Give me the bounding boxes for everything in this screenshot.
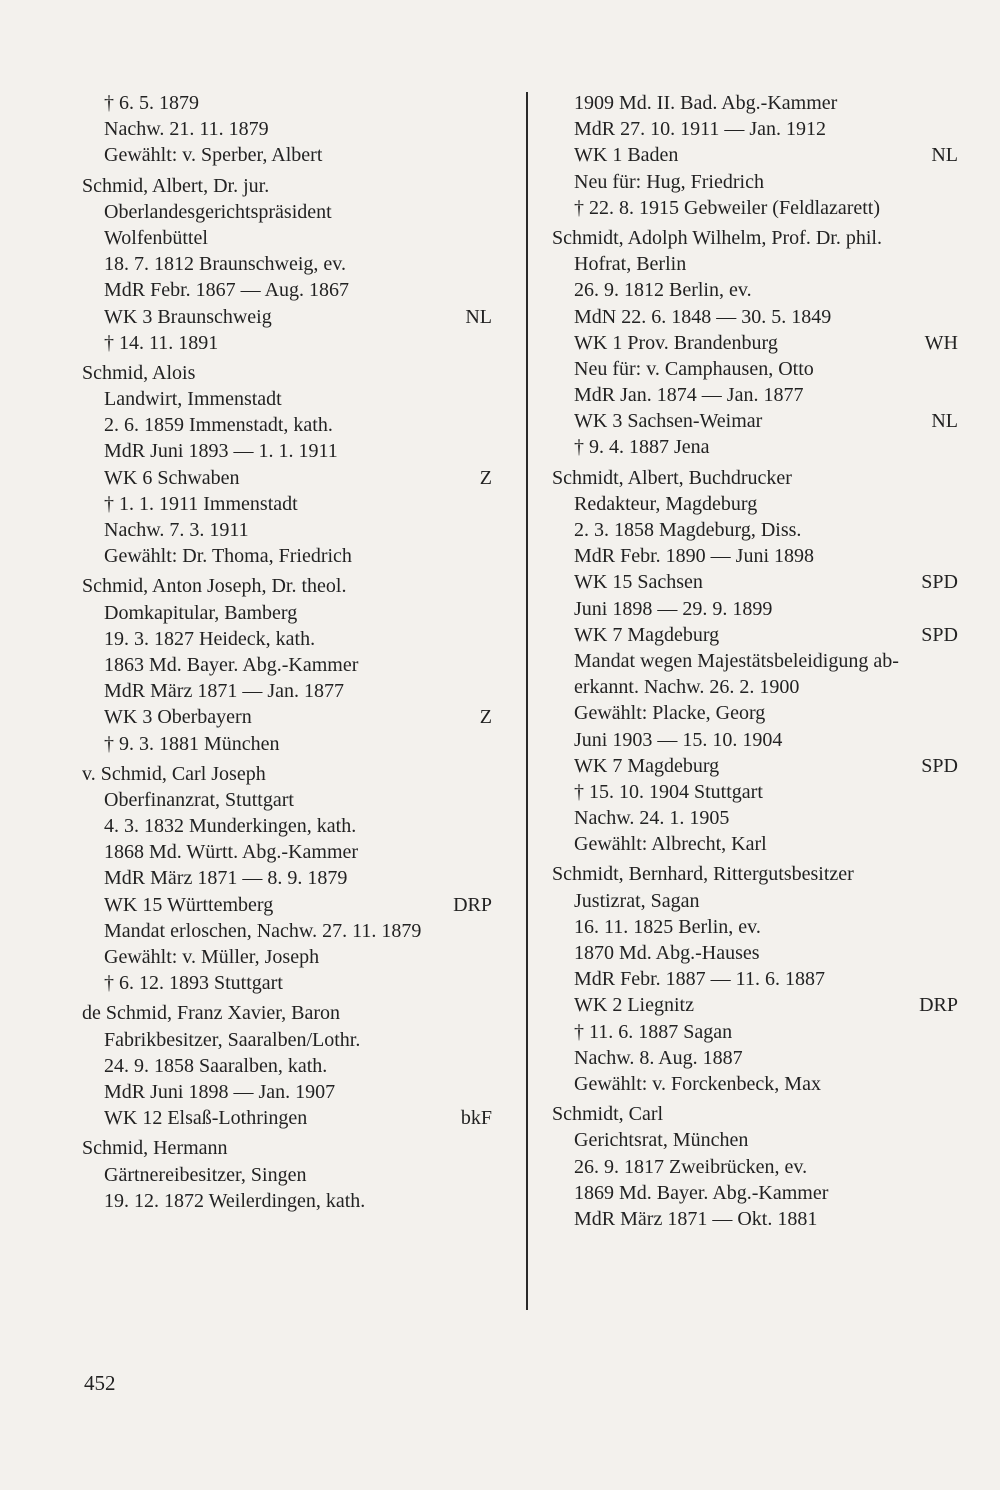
line-text: 19. 3. 1827 Heideck, kath. bbox=[104, 627, 316, 650]
line-text: Domkapitular, Bamberg bbox=[104, 601, 298, 624]
entry-detail-line bbox=[82, 731, 492, 757]
line-text: 4. 3. 1832 Munderkingen, kath. bbox=[104, 815, 357, 838]
entry-detail-line bbox=[552, 1071, 958, 1097]
entry-detail-line bbox=[82, 90, 492, 116]
party-affiliation: NL bbox=[931, 144, 958, 167]
line-text: MdN 22. 6. 1848 — 30. 5. 1849 bbox=[574, 305, 832, 328]
biography-entry bbox=[82, 90, 492, 169]
entry-detail-line bbox=[552, 940, 958, 966]
line-text: Oberlandesgerichtspräsident bbox=[104, 200, 332, 223]
line-text: Gewählt: Albrecht, Karl bbox=[574, 833, 767, 856]
party-affiliation: bkF bbox=[460, 1107, 492, 1130]
entry-detail-line bbox=[82, 813, 492, 839]
line-text: Nachw. 21. 11. 1879 bbox=[104, 118, 269, 141]
entry-detail-line bbox=[552, 914, 958, 940]
entry-detail-line bbox=[552, 992, 958, 1018]
entry-detail-line bbox=[82, 1079, 492, 1105]
line-text: Oberfinanzrat, Stuttgart bbox=[104, 788, 294, 811]
entry-detail-line bbox=[552, 648, 958, 674]
entry-detail-line bbox=[82, 517, 492, 543]
line-text: 2. 3. 1858 Magdeburg, Diss. bbox=[574, 519, 802, 541]
biography-entry bbox=[552, 861, 958, 1097]
line-text: WK 1 Baden bbox=[574, 144, 679, 167]
entry-name-line bbox=[82, 1000, 492, 1026]
biography-entry bbox=[552, 90, 958, 221]
party-affiliation: DRP bbox=[919, 994, 958, 1017]
line-text: erkannt. Nachw. 26. 2. 1900 bbox=[574, 676, 800, 699]
entry-detail-line bbox=[82, 438, 492, 464]
biography-entry bbox=[82, 1000, 492, 1131]
line-text: WK 3 Sachsen-Weimar bbox=[574, 410, 763, 433]
line-text: Neu für: Hug, Friedrich bbox=[574, 170, 764, 193]
line-text: Nachw. 8. Aug. 1887 bbox=[574, 1046, 743, 1069]
entry-detail-line bbox=[552, 517, 958, 543]
party-affiliation: Z bbox=[479, 706, 492, 729]
entry-detail-line bbox=[552, 543, 958, 569]
line-text: Schmid, Hermann bbox=[82, 1137, 228, 1160]
entry-detail-line bbox=[82, 918, 492, 944]
biography-entry bbox=[82, 761, 492, 997]
line-text: Nachw. 7. 3. 1911 bbox=[104, 519, 249, 541]
entry-name-line bbox=[82, 573, 492, 599]
line-text: Schmid, Alois bbox=[82, 361, 196, 384]
line-text: WK 1 Prov. Brandenburg bbox=[574, 331, 778, 354]
entry-detail-line bbox=[82, 944, 492, 970]
entry-detail-line bbox=[82, 652, 492, 678]
entry-detail-line bbox=[82, 839, 492, 865]
line-text: Schmidt, Carl bbox=[552, 1103, 664, 1126]
entry-detail-line bbox=[552, 1180, 958, 1206]
line-text: MdR März 1871 — Jan. 1877 bbox=[104, 680, 344, 703]
line-text: Schmidt, Adolph Wilhelm, Prof. Dr. phil. bbox=[552, 226, 882, 249]
line-text: Gewählt: v. Müller, Joseph bbox=[104, 946, 320, 968]
line-text: WK 2 Liegnitz bbox=[574, 994, 694, 1017]
line-text: 1863 Md. Bayer. Abg.-Kammer bbox=[104, 653, 359, 676]
line-text: MdR 27. 10. 1911 — Jan. 1912 bbox=[574, 118, 827, 141]
line-text: Mandat wegen Majestätsbeleidigung ab- bbox=[574, 649, 899, 672]
entry-name-line bbox=[552, 861, 958, 887]
line-text: MdR März 1871 — Okt. 1881 bbox=[574, 1207, 818, 1230]
entry-detail-line bbox=[552, 382, 958, 408]
line-text: Gewählt: v. Sperber, Albert bbox=[104, 144, 323, 167]
entry-detail-line bbox=[552, 1127, 958, 1153]
line-text: Landwirt, Immenstadt bbox=[104, 388, 282, 411]
entry-detail-line bbox=[82, 1027, 492, 1053]
line-text: † 22. 8. 1915 Gebweiler (Feldlazarett) bbox=[574, 196, 881, 219]
page-number: 452 bbox=[84, 1371, 116, 1395]
line-text: † 1. 1. 1911 Immenstadt bbox=[104, 492, 298, 515]
line-text: 1909 Md. II. Bad. Abg.-Kammer bbox=[574, 92, 838, 114]
entry-detail-line bbox=[552, 304, 958, 330]
line-text: 18. 7. 1812 Braunschweig, ev. bbox=[104, 253, 346, 276]
right-column bbox=[552, 90, 958, 1232]
entry-detail-line bbox=[552, 805, 958, 831]
line-text: Gärtnereibesitzer, Singen bbox=[104, 1163, 307, 1186]
entry-detail-line bbox=[82, 1105, 492, 1131]
entry-detail-line bbox=[82, 116, 492, 142]
line-text: MdR Febr. 1890 — Juni 1898 bbox=[574, 545, 815, 568]
line-text: MdR Juni 1893 — 1. 1. 1911 bbox=[104, 440, 338, 463]
entry-name-line bbox=[552, 225, 958, 251]
party-affiliation: WH bbox=[924, 331, 958, 354]
entry-detail-line bbox=[552, 142, 958, 168]
entry-detail-line bbox=[82, 1053, 492, 1079]
line-text: 1869 Md. Bayer. Abg.-Kammer bbox=[574, 1181, 829, 1204]
party-affiliation: SPD bbox=[921, 571, 958, 594]
entry-detail-line bbox=[552, 753, 958, 779]
line-text: Juni 1903 — 15. 10. 1904 bbox=[574, 728, 783, 751]
line-text: Redakteur, Magdeburg bbox=[574, 492, 758, 515]
line-text: WK 7 Magdeburg bbox=[574, 623, 720, 646]
entry-detail-line bbox=[82, 142, 492, 168]
biography-entry bbox=[82, 173, 492, 356]
line-text: Gerichtsrat, München bbox=[574, 1129, 749, 1152]
entry-detail-line bbox=[552, 596, 958, 622]
biography-entry bbox=[82, 1135, 492, 1214]
line-text: v. Schmid, Carl Joseph bbox=[82, 762, 266, 785]
entry-detail-line bbox=[82, 251, 492, 277]
line-text: WK 7 Magdeburg bbox=[574, 754, 720, 777]
line-text: WK 15 Sachsen bbox=[574, 571, 703, 594]
entry-detail-line bbox=[552, 1154, 958, 1180]
line-text: WK 12 Elsaß-Lothringen bbox=[104, 1107, 308, 1130]
line-text: Hofrat, Berlin bbox=[574, 253, 687, 276]
entry-detail-line bbox=[82, 199, 492, 225]
entry-name-line bbox=[552, 1101, 958, 1127]
line-text: Justizrat, Sagan bbox=[574, 889, 700, 912]
entry-detail-line bbox=[552, 966, 958, 992]
entry-detail-line bbox=[82, 1162, 492, 1188]
entry-detail-line bbox=[552, 1206, 958, 1232]
entry-detail-line bbox=[552, 1019, 958, 1045]
entry-detail-line bbox=[82, 225, 492, 251]
party-affiliation: Z bbox=[479, 466, 492, 489]
entry-detail-line bbox=[552, 169, 958, 195]
column-divider bbox=[526, 92, 528, 1310]
biography-entry bbox=[552, 465, 958, 858]
line-text: 26. 9. 1817 Zweibrücken, ev. bbox=[574, 1155, 808, 1178]
entry-detail-line bbox=[82, 491, 492, 517]
entry-detail-line bbox=[82, 970, 492, 996]
entry-detail-line bbox=[552, 1045, 958, 1071]
biography-entry bbox=[82, 360, 492, 570]
line-text: † 9. 3. 1881 München bbox=[104, 732, 280, 755]
line-text: MdR Febr. 1867 — Aug. 1867 bbox=[104, 279, 350, 302]
line-text: Schmid, Anton Joseph, Dr. theol. bbox=[82, 575, 347, 598]
entry-detail-line bbox=[552, 727, 958, 753]
line-text: Gewählt: v. Forckenbeck, Max bbox=[574, 1072, 821, 1095]
line-text: MdR Jan. 1874 — Jan. 1877 bbox=[574, 384, 804, 407]
party-affiliation: NL bbox=[931, 410, 958, 433]
line-text: Schmidt, Bernhard, Rittergutsbesitzer bbox=[552, 863, 854, 886]
entry-detail-line bbox=[552, 330, 958, 356]
line-text: WK 15 Württemberg bbox=[104, 893, 274, 916]
entry-detail-line bbox=[552, 888, 958, 914]
entry-detail-line bbox=[82, 626, 492, 652]
entry-detail-line bbox=[552, 277, 958, 303]
entry-detail-line bbox=[82, 787, 492, 813]
line-text: 16. 11. 1825 Berlin, ev. bbox=[574, 915, 761, 938]
entry-name-line bbox=[82, 761, 492, 787]
party-affiliation: SPD bbox=[921, 754, 958, 777]
entry-detail-line bbox=[552, 408, 958, 434]
line-text: MdR Febr. 1887 — 11. 6. 1887 bbox=[574, 968, 825, 991]
line-text: Fabrikbesitzer, Saaralben/Lothr. bbox=[104, 1028, 361, 1051]
entry-detail-line bbox=[82, 465, 492, 491]
line-text: 2. 6. 1859 Immenstadt, kath. bbox=[104, 414, 333, 437]
entry-name-line bbox=[82, 1135, 492, 1161]
entry-detail-line bbox=[82, 277, 492, 303]
entry-detail-line bbox=[552, 356, 958, 382]
line-text: † 14. 11. 1891 bbox=[104, 331, 219, 354]
biography-entry bbox=[552, 1101, 958, 1232]
line-text: Gewählt: Placke, Georg bbox=[574, 702, 766, 725]
entry-detail-line bbox=[552, 831, 958, 857]
line-text: † 6. 5. 1879 bbox=[104, 92, 199, 114]
entry-detail-line bbox=[552, 434, 958, 460]
entry-detail-line bbox=[82, 892, 492, 918]
line-text: Juni 1898 — 29. 9. 1899 bbox=[574, 597, 773, 620]
entry-detail-line bbox=[552, 116, 958, 142]
line-text: de Schmid, Franz Xavier, Baron bbox=[82, 1002, 341, 1025]
line-text: Schmid, Albert, Dr. jur. bbox=[82, 174, 270, 197]
entry-detail-line bbox=[552, 674, 958, 700]
biography-entry bbox=[552, 225, 958, 461]
party-affiliation: SPD bbox=[921, 623, 958, 646]
entry-name-line bbox=[82, 173, 492, 199]
entry-detail-line bbox=[552, 779, 958, 805]
entry-detail-line bbox=[552, 251, 958, 277]
party-affiliation: NL bbox=[465, 305, 492, 328]
entry-detail-line bbox=[552, 195, 958, 221]
entry-detail-line bbox=[82, 543, 492, 569]
entry-name-line bbox=[552, 465, 958, 491]
entry-detail-line bbox=[82, 1188, 492, 1214]
line-text: † 6. 12. 1893 Stuttgart bbox=[104, 972, 283, 995]
line-text: Schmidt, Albert, Buchdrucker bbox=[552, 466, 792, 489]
entry-detail-line bbox=[82, 704, 492, 730]
entry-detail-line bbox=[552, 700, 958, 726]
line-text: 24. 9. 1858 Saaralben, kath. bbox=[104, 1054, 328, 1077]
entry-detail-line bbox=[552, 90, 958, 116]
line-text: Nachw. 24. 1. 1905 bbox=[574, 807, 730, 830]
line-text: Mandat erloschen, Nachw. 27. 11. 1879 bbox=[104, 919, 422, 942]
line-text: 26. 9. 1812 Berlin, ev. bbox=[574, 279, 752, 302]
entry-detail-line bbox=[82, 678, 492, 704]
line-text: 1868 Md. Württ. Abg.-Kammer bbox=[104, 841, 359, 864]
entry-detail-line bbox=[82, 600, 492, 626]
entry-name-line bbox=[82, 360, 492, 386]
entry-detail-line bbox=[82, 386, 492, 412]
line-text: † 11. 6. 1887 Sagan bbox=[574, 1020, 733, 1043]
line-text: 1870 Md. Abg.-Hauses bbox=[574, 942, 760, 964]
line-text: † 15. 10. 1904 Stuttgart bbox=[574, 780, 763, 803]
biography-entry bbox=[82, 573, 492, 756]
line-text: WK 6 Schwaben bbox=[104, 466, 240, 489]
line-text: † 9. 4. 1887 Jena bbox=[574, 436, 710, 459]
entry-detail-line bbox=[552, 491, 958, 517]
entry-detail-line bbox=[82, 865, 492, 891]
line-text: WK 3 Braunschweig bbox=[104, 305, 272, 328]
entry-detail-line bbox=[552, 622, 958, 648]
line-text: MdR Juni 1898 — Jan. 1907 bbox=[104, 1080, 336, 1103]
entry-detail-line bbox=[82, 304, 492, 330]
line-text: MdR März 1871 — 8. 9. 1879 bbox=[104, 867, 348, 890]
entry-detail-line bbox=[552, 569, 958, 595]
line-text: Gewählt: Dr. Thoma, Friedrich bbox=[104, 545, 352, 568]
line-text: WK 3 Oberbayern bbox=[104, 706, 252, 729]
line-text: Neu für: v. Camphausen, Otto bbox=[574, 357, 814, 380]
line-text: Wolfenbüttel bbox=[104, 226, 208, 249]
line-text: 19. 12. 1872 Weilerdingen, kath. bbox=[104, 1189, 366, 1212]
entry-detail-line bbox=[82, 412, 492, 438]
entry-detail-line bbox=[82, 330, 492, 356]
left-column bbox=[82, 90, 492, 1214]
party-affiliation: DRP bbox=[453, 893, 492, 916]
